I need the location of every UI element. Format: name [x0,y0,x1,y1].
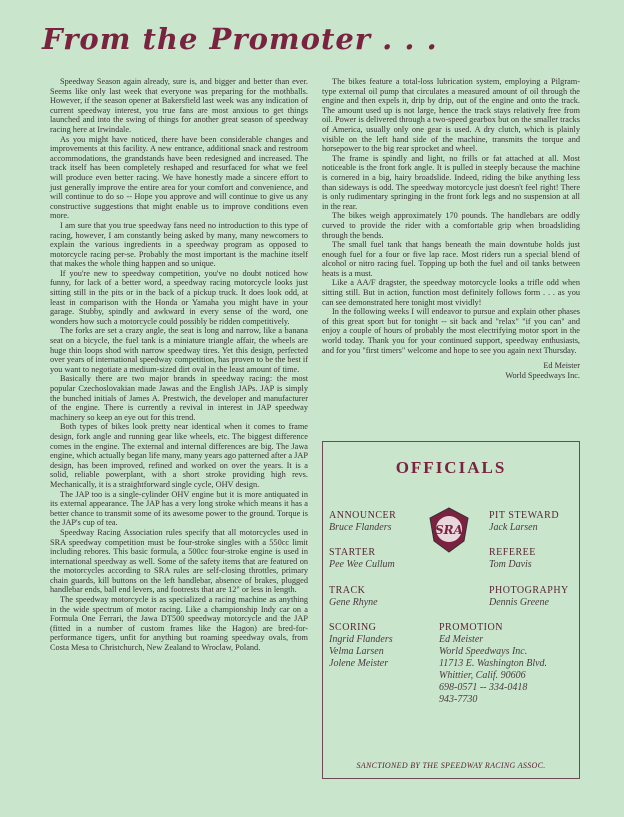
paragraph: Speedway Racing Association rules specify that all motorcycles used in SRA speedway competition must be four-stroke singles with a 550cc limit including rebores. This basic formula, a 500cc four-stroke engine is used in international speedway as well. Some of the safety items that are featured on the motorcycles according to SRA rules are self-closing throttles, primary chain guards, kill buttons on the left handlebar, absence of brakes, plugged handlebar ends, ball end levers, and footrests that are 12" or less in length. [50,527,308,595]
officials-box [322,441,580,779]
promotion-line: Ed Meister [439,634,484,645]
scoring-name: Velma Larsen [329,646,384,657]
signature-org: World Speedways Inc. [505,370,580,380]
paragraph: The bikes weigh approximately 170 pounds. The handlebars are oddly curved to provide the rider with a comfortable grip when broadsliding through the bends. [322,211,580,240]
paragraph: The JAP too is a single-cylinder OHV engine but it is more antiquated in its external appearance. The JAP has a very long stroke which means it has a better chance to transmit some of its awesome power to the ground. Torque is the JAP's cup of tea. [50,489,308,528]
promotion-line: 943-7730 [439,694,478,705]
right-column [322,77,580,380]
starter-name: Pee Wee Cullum [329,559,395,570]
promotion-line: 11713 E. Washington Blvd. [439,658,548,669]
signature-name: Ed Meister [543,361,580,371]
track-label: TRACK [329,585,366,596]
paragraph: In the following weeks I will endeavor to pursue and explain other phases of this great sport but for tonight -- sit back and "relax" "if you can" and enjoy a couple of hours of probably the most electrifying motor sport in the world today. Thank you for your continued support, speedway enthusiasts, and for you "first timers" welcome and hope to see you again next Thursday. [322,307,580,355]
promotion-label: PROMOTION [439,622,503,633]
promotion-line: 698-0571 -- 334-0418 [439,682,528,693]
paragraph: Basically there are two major brands in speedway racing: the most popular Czechoslovakian made Jawas and the English JAPs. JAP is simply the bunched initials of James A. Prestwich, the developer and manufacturer of the engine. There is currently a revival in interest in JAP speedway machinery so keep an eye out for this trend. [50,374,308,422]
announcer-name: Bruce Flanders [329,522,392,533]
scoring-name: Jolene Meister [329,658,389,669]
referee-label: REFEREE [489,547,536,558]
promotion-line: Whittier, Calif. 90606 [439,670,526,681]
paragraph: As you might have noticed, there have been considerable changes and improvements at this facility. A new entrance, additional snack and restroom accommodations, the grandstands have been redesigned and increased. The track itself has been completely reshaped and resurfaced for what we feel will produce even better racing. We have honestly made a sincere effort to just generally improve the entire area for your comfort and convenience, and will continue to do so -- Hope you approve and will continue to give us any constructive suggestions that might enable us to improve conditions even more. [50,134,308,221]
starter-label: STARTER [329,547,376,558]
paragraph: I am sure that you true speedway fans need no introduction to this type of racing, however, I am constantly being asked by many, many newcomers to explain the various ingredients in a speedway program as opposed to motorcycle racing per-se. Probably the most important is the machine itself that makes the whole thing happen and so unique. [50,220,308,269]
scoring-label: SCORING [329,622,377,633]
pit-steward-label: PIT STEWARD [489,510,560,521]
sra-logo-text: SRA [435,523,463,537]
sanction-note: SANCTIONED BY THE SPEEDWAY RACING ASSOC. [356,761,546,770]
scoring-name: Ingrid Flanders [329,634,393,645]
track-name: Gene Rhyne [329,597,378,608]
paragraph: The small fuel tank that hangs beneath the main downtube holds just enough fuel for a four or five lap race. Most riders run a special blend of alcohol or nitro racing fuel. Topping up both the fuel and oil tanks between heats is a must. [322,240,580,278]
left-column [50,77,308,653]
officials-title: OFFICIALS [395,458,507,477]
photography-name: Dennis Greene [489,597,549,608]
pit-steward-name: Jack Larsen [489,522,538,533]
paragraph: Both types of bikes look pretty near identical when it comes to frame design, fork angle and running gear like wheels, etc. The biggest difference comes in the engine. The external and internal differences are big. The Jawa engine, which actually began life many, many years ago patterned after a JAP design, has been improved, refined and worked on over the years. It is a solid, reliable powerplant, with a short stroke providing high revs. Mechanically, it is a straightforward single cycle, OHV design. [50,422,308,489]
promotion-line: World Speedways Inc. [439,646,528,657]
paragraph: The forks are set a crazy angle, the seat is long and narrow, like a banana seat on a bicycle, the fuel tank is a miniature triangle affair, the wheels are huge thin loops shod with narrow speedway tires. Yet this design, perfected over years of international speedway competition, has proven to be the best if you want to negotiate a medium-sized dirt oval in the least amount of time. [50,326,308,374]
paragraph: The frame is spindly and light, no frills or fat attached at all. Most noticeable is the front fork angle. It is pulled in steeply because the machine is cornered in a big, hairy broadslide. Indeed, riding the bike anything less than sideways is odd. The speedway motorcycle just doesn't feel right! There is only rudimentary springing in the front fork legs and no suspension at all in the rear. [322,153,580,211]
page-title: From the Promoter . . . [42,22,438,56]
photography-label: PHOTOGRAPHY [489,585,569,596]
sra-logo-icon [426,505,472,555]
paragraph: Speedway Season again already, sure is, and bigger and better than ever. Seems like only last week that everyone was preparing for the mothballs. However, if the season opener at Bakersfield last week was any indication of current speedway interest, you true fans are most anxious to get things launched and into the swing of things for another great season of speedway racing here at Irwindale. [50,77,308,134]
paragraph: The speedway motorcycle is as specialized a racing machine as anything in the wide spectrum of motor racing. Like a championship Indy car on a Formula One Ferrari, the Jawa DT500 speedway motorcycle and the JAP (fitted in a number of custom frames like the Hagon) are bred-for-performance tigers, unfit for anything but roaming speedway ovals, from Costa Mesa to Christchurch, New Zealand to Wroclaw, Poland. [50,595,308,653]
referee-name: Tom Davis [489,559,532,570]
announcer-label: ANNOUNCER [329,510,397,521]
paragraph: If you're new to speedway competition, you've no doubt noticed how funny, for lack of a better word, a speedway racing motorcycle looks just sitting still in the pits or in the back of a pickup truck. It does look odd, at least in comparison with the Honda or Yamaha you might have in your garage. Stubby, spindly and awkward in every sense of the word, one wonders how such a motorcycle could possibly be ridden competitively. [50,268,308,326]
paragraph: The bikes feature a total-loss lubrication system, employing a Pilgram-type external oil pump that circulates a measured amount of oil through the engine and then expels it, drip by drip, out of the engine and onto the track. The amount used up is not large, hence the track stays relatively free from oil. Power is delivered through a two-speed gearbox but on the smaller tracks of America, usually only one gear is used. A dry clutch, which is plainly visible on the left hand side of the machine, transmits the torque and horsepower to the big rear sprocket and wheel. [322,77,580,154]
paragraph: Like a AA/F dragster, the speedway motorcycle looks a trifle odd when sitting still. But in action, function most definitely follows form . . . as you can see demonstrated here tonight most vividly! [322,278,580,307]
